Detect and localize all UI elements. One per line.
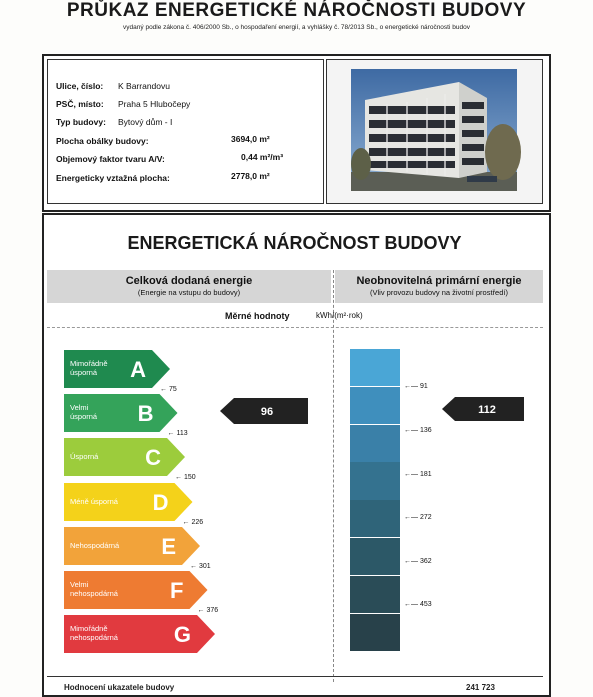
class-name-line1: Mimořádně bbox=[70, 359, 108, 368]
class-threshold-f: ← 376 bbox=[197, 607, 219, 614]
class-letter: C bbox=[145, 445, 161, 471]
primary-threshold: ←— 453 bbox=[404, 601, 432, 608]
primary-threshold: ←— 181 bbox=[404, 471, 432, 478]
class-name-line1: Mimořádně bbox=[70, 624, 108, 634]
primary-segment bbox=[350, 614, 400, 651]
class-name-line1: Velmi bbox=[70, 580, 89, 589]
primary-segment bbox=[350, 425, 400, 462]
street-label: Ulice, číslo: bbox=[56, 81, 104, 91]
type-value: Bytový dům - I bbox=[118, 117, 173, 127]
primary-segment bbox=[350, 387, 400, 424]
primary-value-arrow bbox=[442, 397, 524, 421]
area-value: 2778,0 m² bbox=[231, 171, 270, 181]
shape-label: Objemový faktor tvaru A/V: bbox=[56, 154, 165, 164]
delivered-energy-note: (Energie na vstupu do budovy) bbox=[137, 288, 241, 297]
class-threshold-d: ← 226 bbox=[182, 518, 204, 526]
certificate-subtitle: vydaný podle zákona č. 406/2000 Sb., o hospodaření energií, a vyhlášky č. 78/2013 Sb., o energetické náročnosti budov bbox=[123, 24, 470, 31]
envelope-value: 3694,0 m² bbox=[231, 134, 270, 144]
class-letter: D bbox=[152, 489, 169, 515]
certificate-title: PRŮKAZ ENERGETICKÉ NÁROČNOSTI BUDOVY bbox=[66, 0, 527, 21]
envelope-label: Plocha obálky budovy: bbox=[56, 136, 149, 146]
class-name-line1: Velmi bbox=[70, 403, 89, 413]
primary-value: 112 bbox=[478, 404, 496, 416]
unit-label: kWh/(m²·rok) bbox=[316, 311, 363, 320]
shape-value: 0,44 m²/m³ bbox=[241, 152, 284, 162]
rating-title: ENERGETICKÁ NÁROČNOST BUDOVY bbox=[127, 233, 462, 253]
footer-right-text: 241 723 bbox=[466, 683, 495, 692]
class-letter: A bbox=[130, 357, 146, 382]
primary-segment bbox=[350, 538, 400, 575]
primary-energy-note: (Vliv provozu budovy na životní prostředí) bbox=[370, 288, 508, 297]
primary-threshold: ←— 272 bbox=[404, 514, 432, 521]
class-threshold-a: ← 75 bbox=[160, 386, 177, 393]
class-name-line2: úsporná bbox=[70, 368, 98, 377]
class-name-line2: nehospodárná bbox=[70, 633, 118, 643]
class-letter: G bbox=[173, 622, 191, 648]
delivered-energy-heading: Celková dodaná energie bbox=[125, 275, 253, 287]
footer-left-text: Hodnocení ukazatele budovy bbox=[64, 683, 175, 692]
primary-threshold: ←— 91 bbox=[404, 383, 428, 390]
specific-values-label: Měrné hodnoty bbox=[225, 311, 290, 321]
class-name-line1: Méně úsporná bbox=[70, 496, 118, 506]
psc-label: PSČ, místo: bbox=[56, 99, 104, 109]
street-value: K Barrandovu bbox=[118, 81, 170, 91]
class-letter: B bbox=[137, 401, 154, 427]
class-name-line2: nehospodárná bbox=[70, 589, 118, 598]
footer-divider bbox=[47, 676, 543, 677]
psc-value: Praha 5 Hlubočepy bbox=[118, 99, 191, 109]
class-name-line2: úsporná bbox=[70, 412, 98, 422]
primary-threshold: ←— 136 bbox=[404, 427, 432, 434]
class-threshold-c: ← 150 bbox=[175, 474, 196, 482]
class-name-line1: Nehospodárná bbox=[70, 540, 120, 550]
area-label: Energeticky vztažná plocha: bbox=[56, 173, 170, 183]
delivered-value: 96 bbox=[260, 406, 274, 418]
type-label: Typ budovy: bbox=[56, 117, 106, 127]
primary-energy-heading: Neobnovitelná primární energie bbox=[356, 275, 522, 287]
primary-segment bbox=[350, 576, 400, 613]
class-name-line1: Úsporná bbox=[70, 452, 99, 462]
primary-segment bbox=[350, 462, 400, 499]
class-letter: E bbox=[161, 533, 176, 559]
primary-threshold: ←— 362 bbox=[404, 558, 432, 565]
primary-segment bbox=[350, 500, 400, 537]
class-threshold-e: ← 301 bbox=[190, 562, 211, 570]
class-letter: F bbox=[170, 578, 184, 603]
class-threshold-b: ← 113 bbox=[167, 430, 188, 438]
primary-segment bbox=[350, 349, 400, 386]
